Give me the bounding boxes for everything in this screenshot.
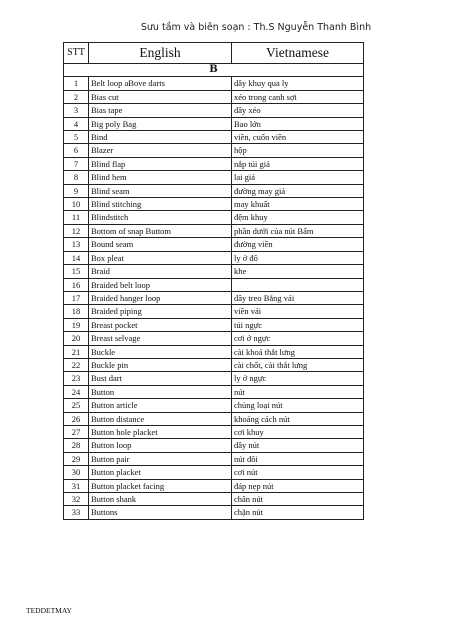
- row-number: 3: [64, 104, 89, 117]
- vietnamese-term: dây xéo: [232, 104, 364, 117]
- table-row: [64, 238, 364, 251]
- english-term: Bias cut: [89, 90, 232, 103]
- english-term: Button shank: [89, 493, 232, 506]
- table-row: [64, 358, 364, 371]
- english-term: Braided piping: [89, 305, 232, 318]
- vietnamese-term: dây treo Bằng vải: [232, 291, 364, 304]
- english-term: Blind stitching: [89, 198, 232, 211]
- english-term: Blind flap: [89, 157, 232, 170]
- english-term: Bias tape: [89, 104, 232, 117]
- table-row: [64, 171, 364, 184]
- vietnamese-term: dây nút: [232, 439, 364, 452]
- glossary-table: [63, 42, 364, 520]
- vietnamese-term: nút: [232, 385, 364, 398]
- vietnamese-term: đường viền: [232, 238, 364, 251]
- english-term: Blind hem: [89, 171, 232, 184]
- vietnamese-term: may khuất: [232, 198, 364, 211]
- section-row: [64, 64, 364, 77]
- vietnamese-term: cơi ở ngực: [232, 332, 364, 345]
- table-row: [64, 318, 364, 331]
- row-number: 25: [64, 399, 89, 412]
- row-number: 30: [64, 466, 89, 479]
- vietnamese-term: nắp túi giả: [232, 157, 364, 170]
- table-row: [64, 412, 364, 425]
- section-letter: B: [64, 64, 364, 77]
- vietnamese-term: hộp: [232, 144, 364, 157]
- table-row: [64, 345, 364, 358]
- row-number: 4: [64, 117, 89, 130]
- vietnamese-term: viền, cuốn viền: [232, 131, 364, 144]
- row-number: 17: [64, 291, 89, 304]
- english-term: Blind seam: [89, 184, 232, 197]
- english-term: Box pleat: [89, 251, 232, 264]
- table-row: [64, 452, 364, 465]
- english-term: Button distance: [89, 412, 232, 425]
- english-term: Bound seam: [89, 238, 232, 251]
- row-number: 24: [64, 385, 89, 398]
- row-number: 16: [64, 278, 89, 291]
- english-term: Buckle: [89, 345, 232, 358]
- vietnamese-term: phần dưới của nút Bấm: [232, 224, 364, 237]
- english-term: Braided hanger loop: [89, 291, 232, 304]
- table-row: [64, 117, 364, 130]
- english-term: Button pair: [89, 452, 232, 465]
- english-term: Button article: [89, 399, 232, 412]
- column-header-vietnamese: Vietnamese: [232, 43, 364, 64]
- row-number: 26: [64, 412, 89, 425]
- row-number: 23: [64, 372, 89, 385]
- english-term: Button placket: [89, 466, 232, 479]
- vietnamese-term: cài chốt, cài thắt lưng: [232, 358, 364, 371]
- row-number: 8: [64, 171, 89, 184]
- english-term: Blazer: [89, 144, 232, 157]
- english-term: Breast pocket: [89, 318, 232, 331]
- english-term: Braid: [89, 265, 232, 278]
- row-number: 31: [64, 479, 89, 492]
- table-row: [64, 184, 364, 197]
- vietnamese-term: đường may giả: [232, 184, 364, 197]
- row-number: 33: [64, 506, 89, 519]
- vietnamese-term: ly ở ngực: [232, 372, 364, 385]
- page-footer: TEDDETMAY: [26, 606, 72, 615]
- english-term: Buckle pin: [89, 358, 232, 371]
- table-row: [64, 291, 364, 304]
- table-row: [64, 265, 364, 278]
- vietnamese-term: chủng loại nút: [232, 399, 364, 412]
- column-header-english: English: [89, 43, 232, 64]
- table-row: [64, 506, 364, 519]
- table-row: [64, 439, 364, 452]
- table-row: [64, 372, 364, 385]
- english-term: Belt loop aBove darts: [89, 77, 232, 90]
- table-row: [64, 131, 364, 144]
- row-number: 18: [64, 305, 89, 318]
- english-term: Blindstitch: [89, 211, 232, 224]
- table-header-row: [64, 43, 364, 64]
- vietnamese-term: dây khuy qua ly: [232, 77, 364, 90]
- vietnamese-term: nút đôi: [232, 452, 364, 465]
- row-number: 32: [64, 493, 89, 506]
- table-row: [64, 385, 364, 398]
- table-row: [64, 305, 364, 318]
- row-number: 12: [64, 224, 89, 237]
- row-number: 29: [64, 452, 89, 465]
- vietnamese-term: đáp nẹp nút: [232, 479, 364, 492]
- row-number: 7: [64, 157, 89, 170]
- table-row: [64, 493, 364, 506]
- row-number: 28: [64, 439, 89, 452]
- vietnamese-term: Bao lớn: [232, 117, 364, 130]
- row-number: 14: [64, 251, 89, 264]
- english-term: Braided belt loop: [89, 278, 232, 291]
- english-term: Breast selvage: [89, 332, 232, 345]
- english-term: Big poly Bag: [89, 117, 232, 130]
- table-row: [64, 157, 364, 170]
- table-row: [64, 425, 364, 438]
- table-row: [64, 90, 364, 103]
- row-number: 9: [64, 184, 89, 197]
- row-number: 22: [64, 358, 89, 371]
- table-row: [64, 479, 364, 492]
- vietnamese-term: chặn nút: [232, 506, 364, 519]
- vietnamese-term: cơi khuy: [232, 425, 364, 438]
- row-number: 19: [64, 318, 89, 331]
- table-row: [64, 104, 364, 117]
- row-number: 6: [64, 144, 89, 157]
- vietnamese-term: túi ngực: [232, 318, 364, 331]
- vietnamese-term: xéo trong canh sợi: [232, 90, 364, 103]
- table-row: [64, 251, 364, 264]
- table-row: [64, 278, 364, 291]
- vietnamese-term: [232, 278, 364, 291]
- table-row: [64, 77, 364, 90]
- row-number: 27: [64, 425, 89, 438]
- english-term: Bottom of snap Buttom: [89, 224, 232, 237]
- vietnamese-term: cơi nút: [232, 466, 364, 479]
- table-row: [64, 332, 364, 345]
- row-number: 13: [64, 238, 89, 251]
- column-header-stt: STT: [64, 43, 89, 64]
- vietnamese-term: ly ở đô: [232, 251, 364, 264]
- english-term: Button: [89, 385, 232, 398]
- row-number: 5: [64, 131, 89, 144]
- row-number: 15: [64, 265, 89, 278]
- page-header: Sưu tầm và biên soạn : Th.S Nguyễn Thanh Bình: [140, 22, 372, 33]
- vietnamese-term: viền vải: [232, 305, 364, 318]
- table-row: [64, 224, 364, 237]
- english-term: Button loop: [89, 439, 232, 452]
- vietnamese-term: khoảng cách nút: [232, 412, 364, 425]
- row-number: 11: [64, 211, 89, 224]
- table-row: [64, 399, 364, 412]
- table-row: [64, 198, 364, 211]
- vietnamese-term: khe: [232, 265, 364, 278]
- vietnamese-term: đệm khuy: [232, 211, 364, 224]
- english-term: Button placket facing: [89, 479, 232, 492]
- row-number: 1: [64, 77, 89, 90]
- table-row: [64, 144, 364, 157]
- vietnamese-term: cài khoá thắt lưng: [232, 345, 364, 358]
- table-row: [64, 466, 364, 479]
- vietnamese-term: chân nút: [232, 493, 364, 506]
- row-number: 10: [64, 198, 89, 211]
- row-number: 20: [64, 332, 89, 345]
- english-term: Bind: [89, 131, 232, 144]
- vietnamese-term: lai giả: [232, 171, 364, 184]
- english-term: Bust dart: [89, 372, 232, 385]
- english-term: Buttons: [89, 506, 232, 519]
- row-number: 2: [64, 90, 89, 103]
- english-term: Button hole placket: [89, 425, 232, 438]
- table-row: [64, 211, 364, 224]
- row-number: 21: [64, 345, 89, 358]
